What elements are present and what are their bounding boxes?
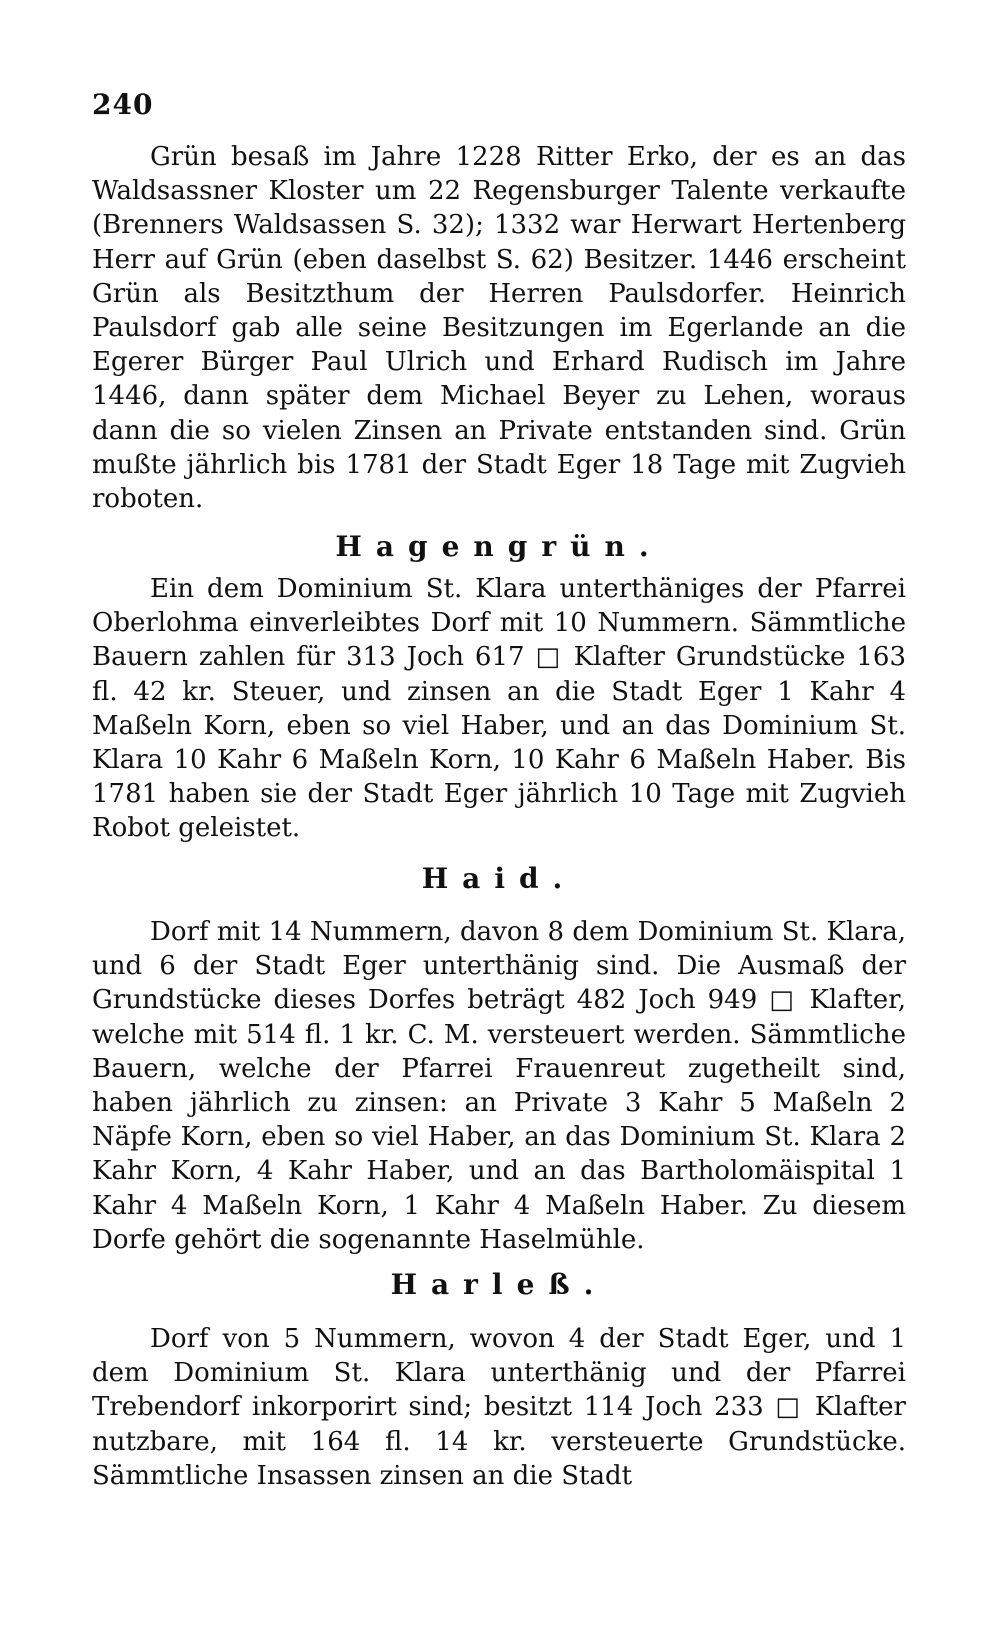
paragraph-harless: Dorf von 5 Nummern, wovon 4 der Stadt Eger, und 1 dem Dominium St. Klara unterthänig und der Pfarrei Trebendorf inkorporirt sind; besitzt 114 Joch 233 □ Klafter nutzbare, mit 164 fl. 14 kr. versteuerte Grundstücke. Sämmtliche Insassen zinsen an die Stadt — [92, 1324, 906, 1491]
page-number: 240 — [92, 88, 154, 121]
paragraph-gruen: Grün besaß im Jahre 1228 Ritter Erko, der es an das Waldsassner Kloster um 22 Regensburger Talente verkaufte (Brenners Waldsassen S. 32); 1332 war Herwart Hertenberg Herr auf Grün (eben daselbst S. 62) Besitzer. 1446 erscheint Grün als Besitzthum der Herren Paulsdorfer. Heinrich Paulsdorf gab alle seine Besitzungen im Egerlande an die Egerer Bürger Paul Ulrich und Erhard Rudisch im Jahre 1446, dann später dem Michael Beyer zu Lehen, woraus dann die so vielen Zinsen an Private entstanden sind. Grün mußte jährlich bis 1781 der Stadt Eger 18 Tage mit Zugvieh roboten. — [92, 142, 906, 515]
heading-haid: Haid. — [421, 862, 577, 895]
heading-harless: Harleß. — [390, 1268, 608, 1301]
paragraph-haid: Dorf mit 14 Nummern, davon 8 dem Dominium St. Klara, und 6 der Stadt Eger unterthänig sind. Die Ausmaß der Grundstücke dieses Dorfes beträgt 482 Joch 949 □ Klafter, welche mit 514 fl. 1 kr. C. M. versteuert werden. Sämmtliche Bauern, welche der Pfarrei Frauenreut zugetheilt sind, haben jährlich zu zinsen: an Private 3 Kahr 5 Maßeln 2 Näpfe Korn, eben so viel Haber, an das Dominium St. Klara 2 Kahr Korn, 4 Kahr Haber, und an das Bartholomäispital 1 Kahr 4 Maßeln Korn, 1 Kahr 4 Maßeln Haber. Zu diesem Dorfe gehört die sogenannte Haselmühle. — [92, 917, 906, 1255]
paragraph-hagengruen: Ein dem Dominium St. Klara unterthäniges der Pfarrei Oberlohma einverleibtes Dorf mit 10 Nummern. Sämmtliche Bauern zahlen für 313 Joch 617 □ Klafter Grundstücke 163 fl. 42 kr. Steuer, und zinsen an die Stadt Eger 1 Kahr 4 Maßeln Korn, eben so viel Haber, und an das Dominium St. Klara 10 Kahr 6 Maßeln Korn, 10 Kahr 6 Maßeln Haber. Bis 1781 haben sie der Stadt Eger jährlich 10 Tage mit Zugvieh Robot geleistet. — [92, 574, 906, 844]
heading-hagengruen: Hagengrün. — [335, 530, 663, 563]
